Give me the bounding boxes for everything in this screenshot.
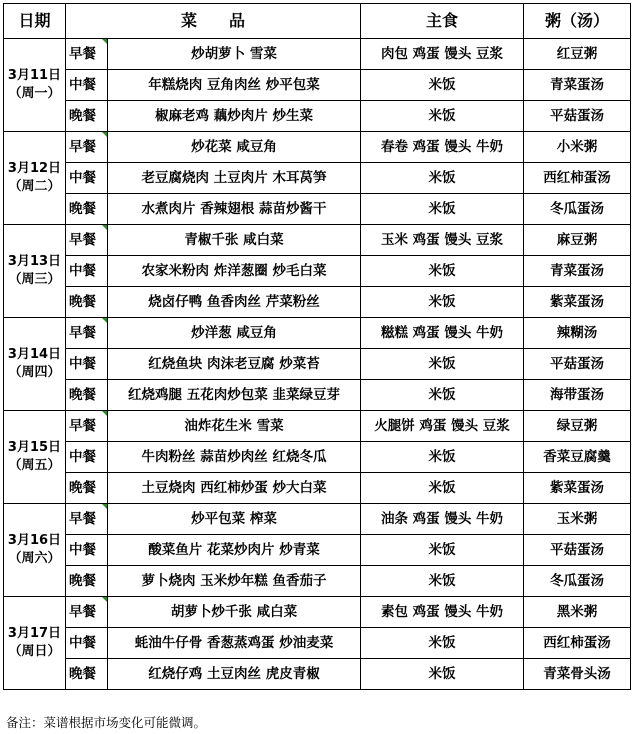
meal-dishes: 萝卜烧肉 玉米炒年糕 鱼香茄子 <box>108 566 361 597</box>
meal-soup: 玉米粥 <box>524 504 631 535</box>
meal-row <box>4 504 631 535</box>
meal-staple: 玉米 鸡蛋 馒头 豆浆 <box>361 225 524 256</box>
meal-staple: 米饭 <box>361 349 524 380</box>
meal-dishes: 年糕烧肉 豆角肉丝 炒平包菜 <box>108 70 361 101</box>
meal-soup: 西红柿蛋汤 <box>524 628 631 659</box>
day-cell <box>4 318 66 411</box>
meal-soup: 海带蛋汤 <box>524 380 631 411</box>
meal-row <box>4 163 631 194</box>
meal-staple: 米饭 <box>361 70 524 101</box>
meal-soup: 平菇蛋汤 <box>524 535 631 566</box>
meal-dishes: 青椒千张 咸白菜 <box>108 225 361 256</box>
meal-staple: 米饭 <box>361 287 524 318</box>
meal-staple: 米饭 <box>361 194 524 225</box>
meal-staple: 春卷 鸡蛋 馒头 牛奶 <box>361 132 524 163</box>
day-weekday: （周四） <box>8 365 61 380</box>
meal-row <box>4 535 631 566</box>
day-cell <box>4 132 66 225</box>
meal-row <box>4 349 631 380</box>
meal-name: 晚餐 <box>66 287 108 318</box>
day-weekday: （周二） <box>8 179 61 194</box>
meal-name: 晚餐 <box>66 566 108 597</box>
meal-staple: 米饭 <box>361 473 524 504</box>
day-weekday: （周三） <box>8 272 61 287</box>
meal-dishes: 酸菜鱼片 花菜炒肉片 炒青菜 <box>108 535 361 566</box>
meal-name: 早餐 <box>66 132 108 163</box>
header-staple: 主食 <box>361 4 524 39</box>
meal-soup: 冬瓜蛋汤 <box>524 194 631 225</box>
header-row <box>4 4 631 39</box>
meal-row <box>4 318 631 349</box>
meal-name: 中餐 <box>66 628 108 659</box>
day-weekday: （周一） <box>8 86 61 101</box>
day-weekday: （周六） <box>8 551 61 566</box>
meal-row <box>4 566 631 597</box>
meal-staple: 米饭 <box>361 442 524 473</box>
meal-dishes: 红烧鱼块 肉沫老豆腐 炒菜苔 <box>108 349 361 380</box>
day-date: 3月11日 <box>7 68 62 84</box>
meal-staple: 素包 鸡蛋 馒头 牛奶 <box>361 597 524 628</box>
day-date: 3月16日 <box>7 533 62 549</box>
meal-soup: 平菇蛋汤 <box>524 349 631 380</box>
meal-soup: 绿豆粥 <box>524 411 631 442</box>
meal-dishes: 土豆烧肉 西红柿炒蛋 炒大白菜 <box>108 473 361 504</box>
meal-row <box>4 597 631 628</box>
meal-soup: 黑米粥 <box>524 597 631 628</box>
meal-dishes: 炒洋葱 咸豆角 <box>108 318 361 349</box>
meal-name: 晚餐 <box>66 194 108 225</box>
meal-row <box>4 442 631 473</box>
meal-name: 中餐 <box>66 535 108 566</box>
meal-row <box>4 225 631 256</box>
meal-staple: 米饭 <box>361 535 524 566</box>
meal-soup: 西红柿蛋汤 <box>524 163 631 194</box>
meal-dishes: 胡萝卜炒千张 咸白菜 <box>108 597 361 628</box>
meal-soup: 青菜蛋汤 <box>524 256 631 287</box>
meal-dishes: 红烧鸡腿 五花肉炒包菜 韭菜绿豆芽 <box>108 380 361 411</box>
day-weekday: （周五） <box>8 458 61 473</box>
meal-row <box>4 101 631 132</box>
day-cell <box>4 597 66 690</box>
day-date: 3月17日 <box>7 626 62 642</box>
meal-dishes: 油炸花生米 雪菜 <box>108 411 361 442</box>
meal-name: 中餐 <box>66 256 108 287</box>
meal-dishes: 蚝油牛仔骨 香葱蒸鸡蛋 炒油麦菜 <box>108 628 361 659</box>
meal-name: 中餐 <box>66 70 108 101</box>
meal-soup: 香菜豆腐羹 <box>524 442 631 473</box>
meal-soup: 冬瓜蛋汤 <box>524 566 631 597</box>
day-cell <box>4 39 66 132</box>
footnote: 备注：菜谱根据市场变化可能微调。 <box>6 715 207 730</box>
meal-row <box>4 194 631 225</box>
meal-row <box>4 70 631 101</box>
day-date: 3月14日 <box>7 347 62 363</box>
day-cell <box>4 504 66 597</box>
meal-name: 早餐 <box>66 597 108 628</box>
meal-name: 晚餐 <box>66 101 108 132</box>
meal-staple: 米饭 <box>361 256 524 287</box>
meal-row <box>4 39 631 70</box>
meal-row <box>4 411 631 442</box>
meal-name: 晚餐 <box>66 380 108 411</box>
meal-soup: 紫菜蛋汤 <box>524 287 631 318</box>
meal-dishes: 炒胡萝卜 雪菜 <box>108 39 361 70</box>
meal-staple: 米饭 <box>361 380 524 411</box>
meal-name: 早餐 <box>66 318 108 349</box>
meal-row <box>4 659 631 690</box>
meal-dishes: 烧卤仔鸭 鱼香肉丝 芹菜粉丝 <box>108 287 361 318</box>
meal-staple: 油条 鸡蛋 馒头 牛奶 <box>361 504 524 535</box>
meal-name: 晚餐 <box>66 473 108 504</box>
day-date: 3月12日 <box>7 161 62 177</box>
day-weekday: （周日） <box>8 644 61 659</box>
day-date: 3月15日 <box>7 440 62 456</box>
meal-name: 中餐 <box>66 163 108 194</box>
day-cell <box>4 225 66 318</box>
meal-name: 中餐 <box>66 349 108 380</box>
meal-soup: 辣糊汤 <box>524 318 631 349</box>
header-dishes: 菜 品 <box>66 4 361 39</box>
meal-row <box>4 473 631 504</box>
meal-soup: 平菇蛋汤 <box>524 101 631 132</box>
meal-name: 早餐 <box>66 504 108 535</box>
meal-dishes: 椒麻老鸡 藕炒肉片 炒生菜 <box>108 101 361 132</box>
meal-dishes: 红烧仔鸡 土豆肉丝 虎皮青椒 <box>108 659 361 690</box>
meal-dishes: 炒花菜 咸豆角 <box>108 132 361 163</box>
meal-soup: 紫菜蛋汤 <box>524 473 631 504</box>
meal-staple: 火腿饼 鸡蛋 馒头 豆浆 <box>361 411 524 442</box>
meal-row <box>4 628 631 659</box>
meal-staple: 米饭 <box>361 659 524 690</box>
meal-soup: 青菜骨头汤 <box>524 659 631 690</box>
meal-staple: 米饭 <box>361 566 524 597</box>
meal-staple: 肉包 鸡蛋 馒头 豆浆 <box>361 39 524 70</box>
meal-dishes: 老豆腐烧肉 土豆肉片 木耳莴笋 <box>108 163 361 194</box>
day-cell <box>4 411 66 504</box>
meal-row <box>4 380 631 411</box>
meal-staple: 米饭 <box>361 163 524 194</box>
meal-name: 中餐 <box>66 442 108 473</box>
meal-name: 晚餐 <box>66 659 108 690</box>
meal-soup: 麻豆粥 <box>524 225 631 256</box>
header-soup: 粥（汤） <box>524 4 631 39</box>
day-date: 3月13日 <box>7 254 62 270</box>
meal-name: 早餐 <box>66 411 108 442</box>
meal-dishes: 炒平包菜 榨菜 <box>108 504 361 535</box>
meal-row <box>4 256 631 287</box>
meal-soup: 小米粥 <box>524 132 631 163</box>
meal-dishes: 牛肉粉丝 蒜苗炒肉丝 红烧冬瓜 <box>108 442 361 473</box>
meal-dishes: 水煮肉片 香辣翅根 蒜苗炒酱干 <box>108 194 361 225</box>
meal-row <box>4 132 631 163</box>
meal-name: 早餐 <box>66 39 108 70</box>
header-date: 日期 <box>4 4 66 39</box>
meal-soup: 红豆粥 <box>524 39 631 70</box>
meal-dishes: 农家米粉肉 炸洋葱圈 炒毛白菜 <box>108 256 361 287</box>
meal-soup: 青菜蛋汤 <box>524 70 631 101</box>
meal-name: 早餐 <box>66 225 108 256</box>
meal-staple: 米饭 <box>361 628 524 659</box>
meal-staple: 糍糕 鸡蛋 馒头 牛奶 <box>361 318 524 349</box>
weekly-menu-table <box>3 3 631 690</box>
meal-row <box>4 287 631 318</box>
meal-staple: 米饭 <box>361 101 524 132</box>
